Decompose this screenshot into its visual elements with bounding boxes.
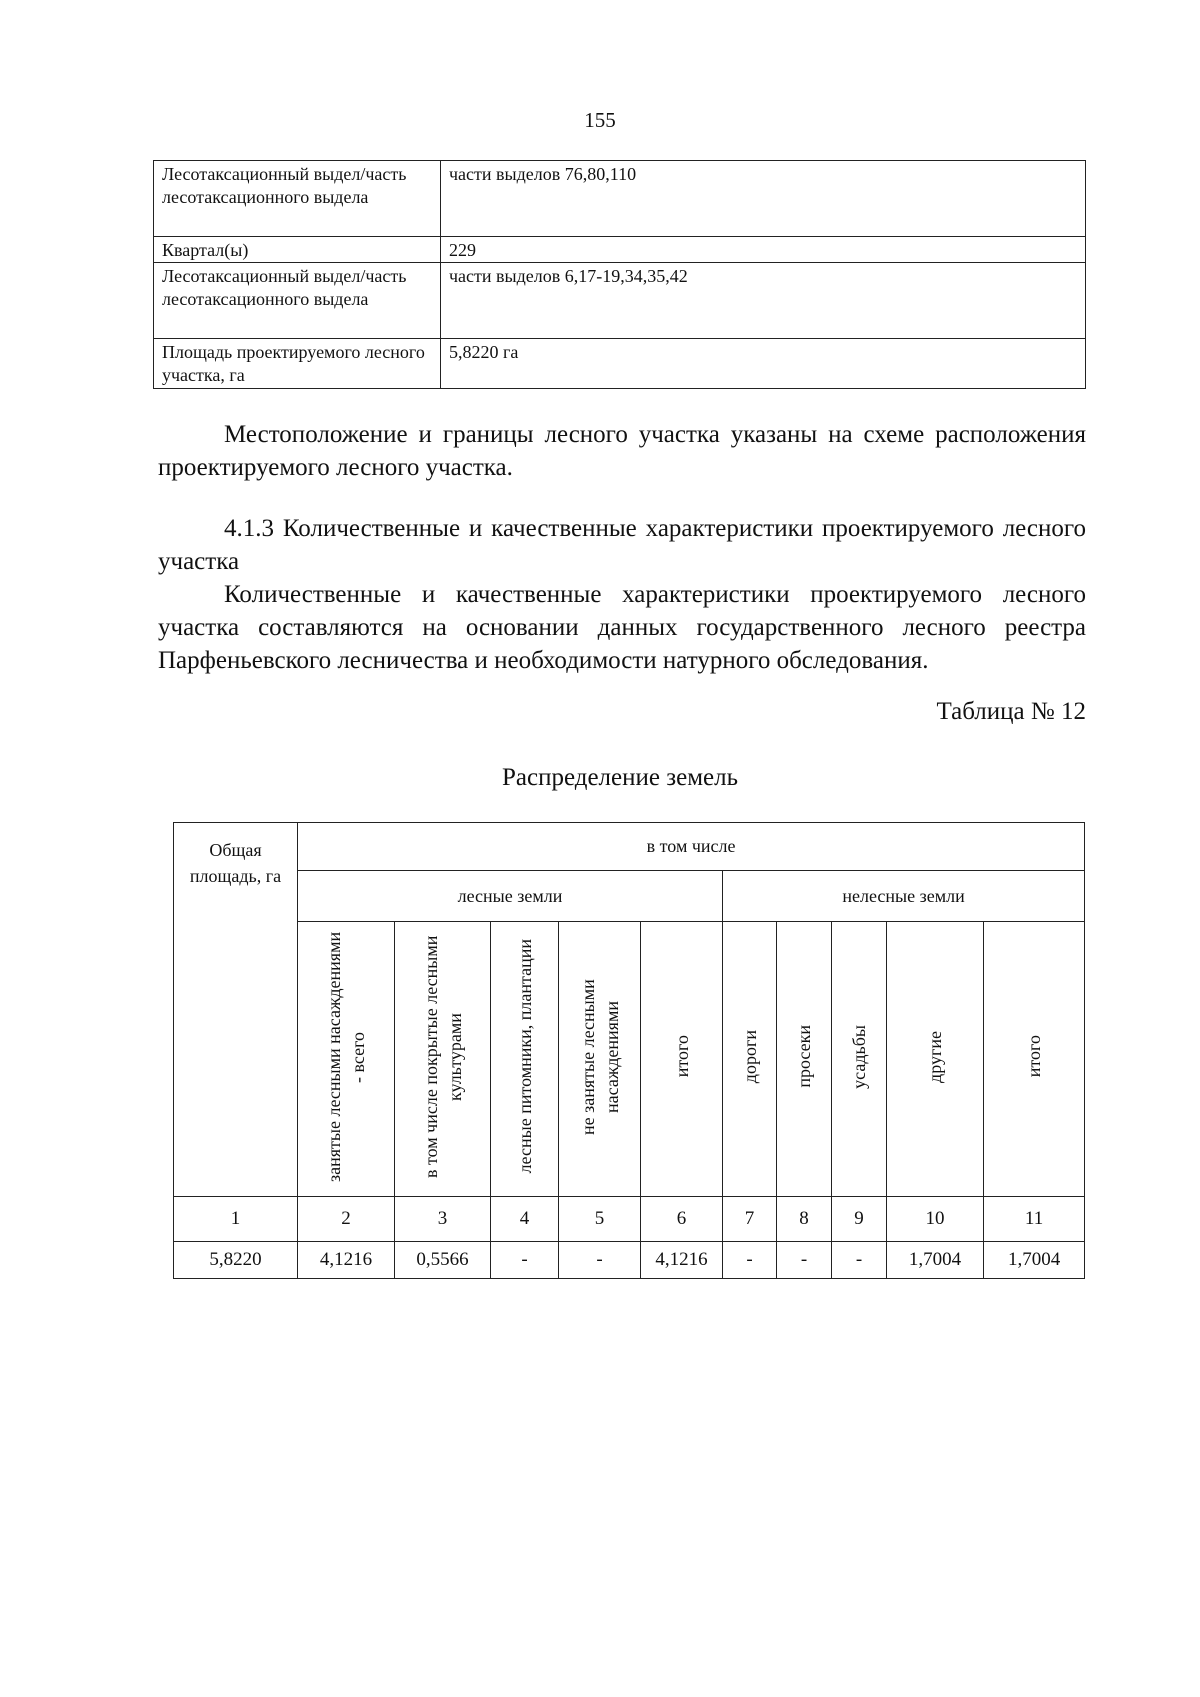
table-cell: 4,1216 (298, 1242, 395, 1279)
column-header (723, 922, 777, 1197)
section-heading (158, 512, 1086, 578)
column-number: 10 (887, 1197, 984, 1242)
characteristics-paragraph (158, 578, 1086, 677)
column-header-text: другие (925, 1030, 945, 1083)
table-row (154, 237, 1086, 263)
column-header (641, 922, 723, 1197)
column-header (832, 922, 887, 1197)
header-row (174, 922, 1085, 1197)
column-header-text: в том числе покрытые лесными культурами (420, 935, 465, 1178)
column-header-text: итого (1024, 1035, 1045, 1078)
column-number: 4 (491, 1197, 559, 1242)
location-paragraph (158, 418, 1086, 484)
table-cell: 0,5566 (395, 1242, 491, 1279)
info-label: Лесотаксационный выдел/часть лесотаксационного выдела (154, 263, 441, 339)
column-header-text: просеки (794, 1025, 814, 1088)
column-number: 11 (984, 1197, 1085, 1242)
info-label: Лесотаксационный выдел/часть лесотаксационного выдела (154, 161, 441, 237)
land-distribution-table (173, 822, 1085, 1279)
column-number: 3 (395, 1197, 491, 1242)
column-header (984, 922, 1085, 1197)
column-header-text: дороги (739, 1029, 760, 1084)
forest-lands-header: лесные земли (298, 871, 723, 922)
column-number-row (174, 1197, 1085, 1242)
table-row (174, 1242, 1085, 1279)
table-cell: - (491, 1242, 559, 1279)
column-header (298, 922, 395, 1197)
column-number: 7 (723, 1197, 777, 1242)
info-value: 229 (441, 237, 1086, 263)
page-number: 155 (584, 108, 616, 132)
table-cell: 1,7004 (887, 1242, 984, 1279)
info-label: Площадь проектируемого лесного участка, га (154, 339, 441, 389)
table-caption: Таблица № 12 (936, 698, 1086, 725)
column-number: 9 (832, 1197, 887, 1242)
nonforest-lands-header: нелесные земли (723, 871, 1085, 922)
column-header-text: не занятые лесными насаждениями (577, 978, 622, 1135)
table-cell: - (559, 1242, 641, 1279)
info-value: 5,8220 га (441, 339, 1086, 389)
location-text: Местоположение и границы лесного участка указаны на схеме расположения проектируемого лесного участка. (158, 421, 1086, 481)
column-number: 8 (777, 1197, 832, 1242)
column-number: 2 (298, 1197, 395, 1242)
column-header-text: лесные питомники, плантации (514, 939, 535, 1174)
table-cell: - (832, 1242, 887, 1279)
column-header-text: усадьбы (849, 1024, 869, 1089)
column-header (777, 922, 832, 1197)
section-heading-text: 4.1.3 Количественные и качественные характеристики проектируемого лесного участка (158, 515, 1086, 575)
table-row (154, 263, 1086, 339)
column-header (559, 922, 641, 1197)
info-label: Квартал(ы) (154, 237, 441, 263)
header-row (174, 871, 1085, 922)
plot-info-table (153, 160, 1086, 389)
table-cell: 1,7004 (984, 1242, 1085, 1279)
info-value: части выделов 6,17-19,34,35,42 (441, 263, 1086, 339)
info-value: части выделов 76,80,110 (441, 161, 1086, 237)
table-cell: - (723, 1242, 777, 1279)
characteristics-text: Количественные и качественные характеристики проектируемого лесного участка составляются на основании данных государственного лесного реестра Парфеньевского лесничества и необходимости натурного обследования. (158, 581, 1086, 674)
total-area-header: Общая площадь, га (174, 823, 298, 1197)
column-number: 6 (641, 1197, 723, 1242)
column-header (887, 922, 984, 1197)
column-header (491, 922, 559, 1197)
table-cell: 4,1216 (641, 1242, 723, 1279)
table-cell: 5,8220 (174, 1242, 298, 1279)
table-title: Распределение земель (502, 764, 738, 791)
table-row (154, 339, 1086, 389)
column-number: 1 (174, 1197, 298, 1242)
table-row (154, 161, 1086, 237)
header-row (174, 823, 1085, 871)
including-header: в том числе (298, 823, 1085, 871)
table-cell: - (777, 1242, 832, 1279)
column-header (395, 922, 491, 1197)
column-header-text: занятые лесными насаждениями - всего (324, 931, 368, 1182)
column-number: 5 (559, 1197, 641, 1242)
column-header-text: итого (671, 1035, 692, 1078)
